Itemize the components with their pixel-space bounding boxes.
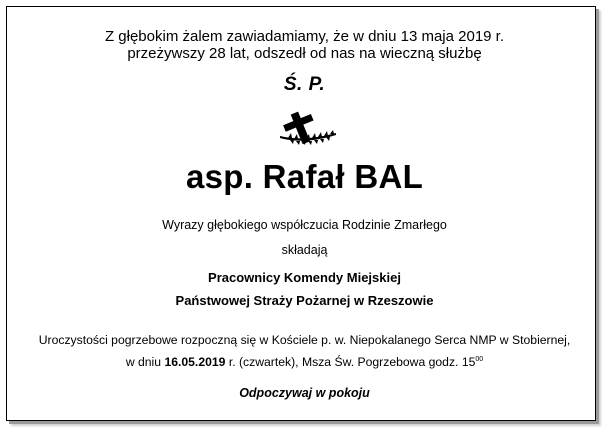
cross-with-palm-icon xyxy=(274,111,340,145)
deceased-name: asp. Rafał BAL xyxy=(185,158,424,195)
condolences-text: Wyrazy głębokiego współczucia Rodzinie Zmarłego xyxy=(162,218,447,232)
ceremony-date: 16.05.2019 xyxy=(164,355,226,369)
intro-line-2: przeżywszy 28 lat, odszedł od nas na wieczną służbę xyxy=(127,45,482,62)
ceremony-time: r. (czwartek), Msza Św. Pogrzebowa godz. 15 xyxy=(225,355,476,369)
honorific: Ś. P. xyxy=(283,74,326,95)
offered-by-text: składają xyxy=(281,243,328,257)
ceremony-line-1: Uroczystości pogrzebowe rozpoczną się w Kościele p. w. Niepokalanego Serca NMP w Stobiernej, xyxy=(38,333,571,347)
ceremony-time-minutes: 00 xyxy=(475,356,484,363)
organization-line-1: Pracownicy Komendy Miejskiej xyxy=(208,270,401,285)
ceremony-prefix: w dniu xyxy=(125,355,165,369)
closing-phrase: Odpoczywaj w pokoju xyxy=(239,386,370,400)
ceremony-line-2 xyxy=(0,355,609,369)
organization-line-2: Państwowej Straży Pożarnej w Rzeszowie xyxy=(175,293,434,308)
intro-line-1: Z głębokim żalem zawiadamiamy, że w dniu 13 maja 2019 r. xyxy=(104,28,505,45)
